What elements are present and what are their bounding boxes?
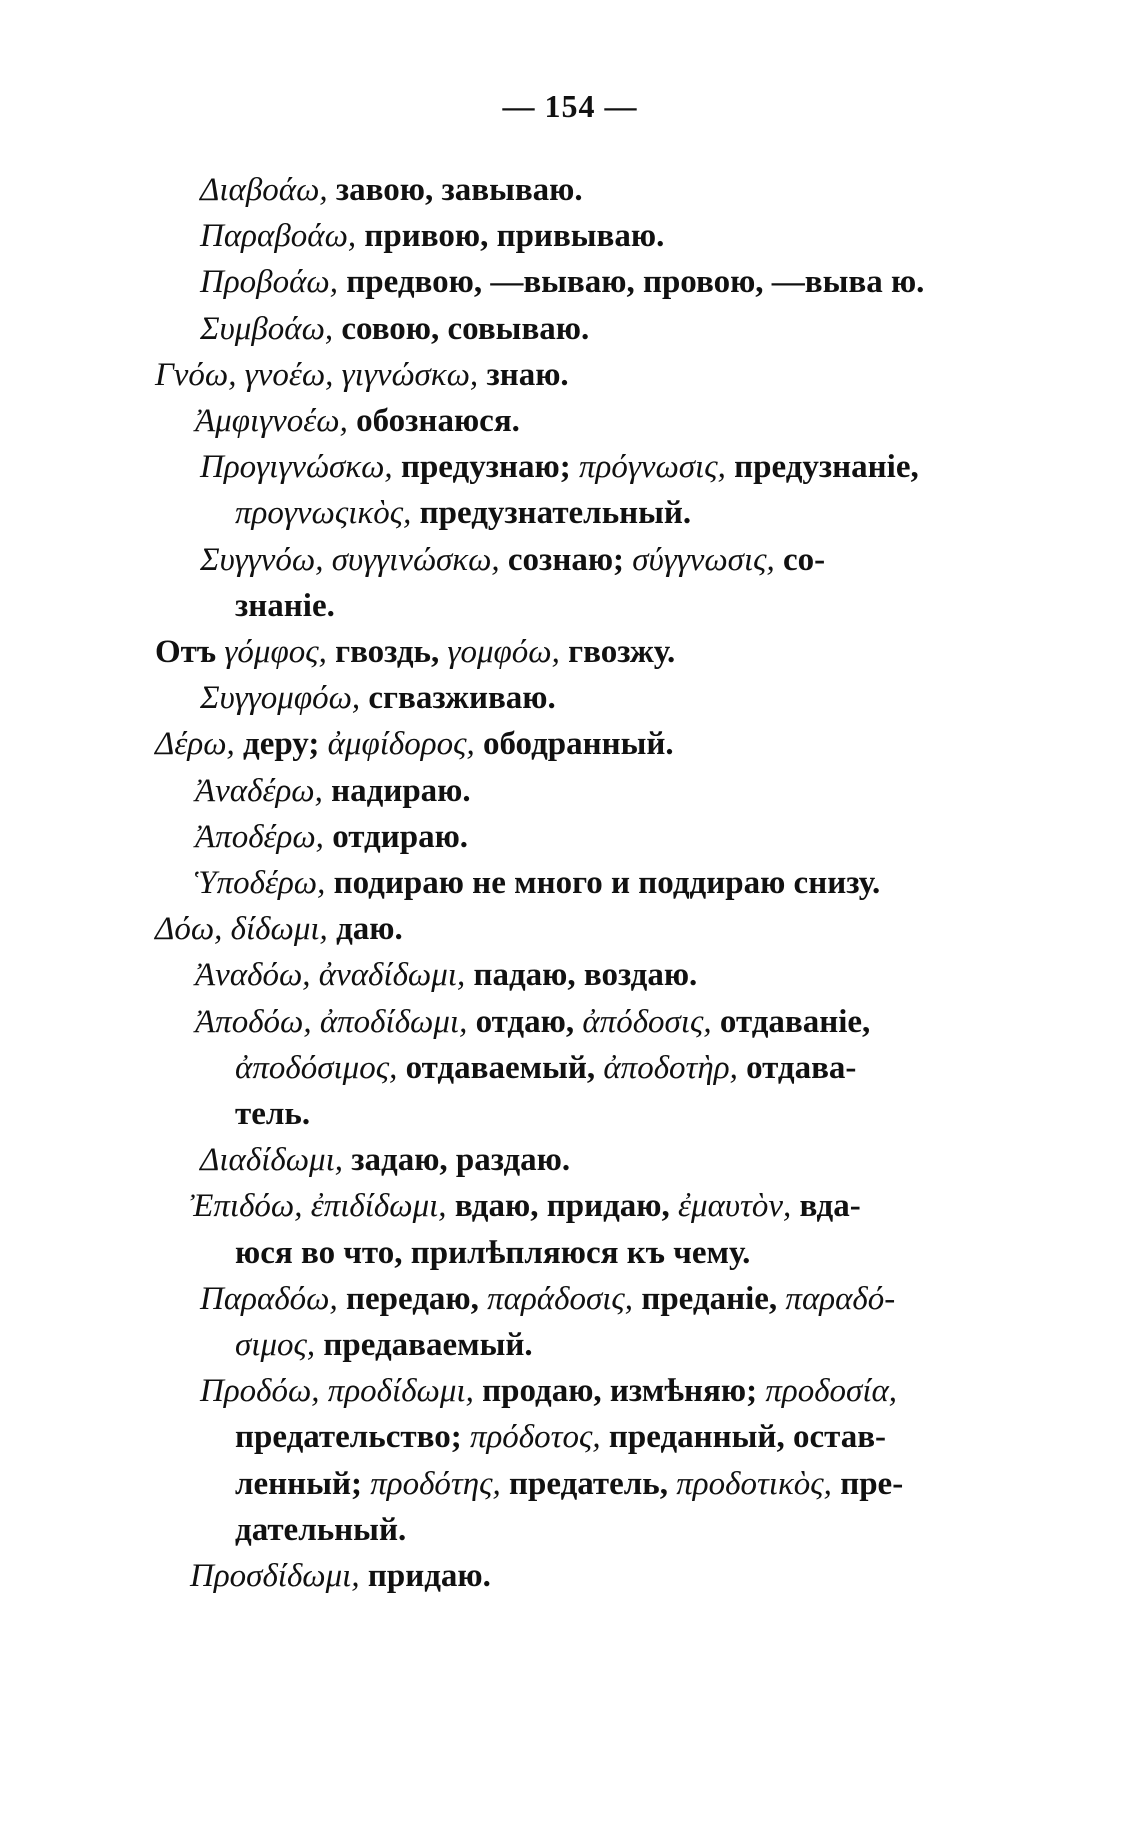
greek-term: προδοτικὸς, [676, 1465, 832, 1502]
greek-term: προδοσία, [765, 1373, 898, 1410]
russian-text: гвоздь, [326, 634, 448, 670]
text-line [200, 447, 919, 487]
russian-text: предатель, [500, 1465, 677, 1502]
text-line [190, 1556, 491, 1596]
russian-text: тель. [235, 1096, 311, 1132]
text-line [235, 1233, 750, 1273]
russian-text: Отъ [155, 634, 225, 670]
greek-term: προδότης, [370, 1465, 501, 1502]
russian-text: дательный. [235, 1511, 407, 1548]
greek-term: Ἀναδόω, ἀναδίδωμι, [195, 957, 466, 994]
greek-term: ἀμφίδορος, [327, 726, 475, 763]
text-line [235, 493, 691, 533]
greek-term: Συγγνόω, συγγινώσκω, [200, 541, 500, 578]
russian-text: гвозжу. [559, 634, 676, 670]
greek-term: Συμβοάω, [200, 310, 334, 347]
text-line [195, 817, 468, 857]
russian-text: знаніе. [235, 587, 335, 624]
greek-term: παραδό- [785, 1280, 896, 1317]
russian-text: падаю, воздаю. [465, 957, 698, 994]
greek-term: προγνωςικὸς, [235, 495, 412, 532]
greek-term: Ἀποδόω, ἀποδίδωμι, [195, 1003, 468, 1040]
text-line [200, 1371, 897, 1411]
greek-term: Παραδόω, [200, 1280, 338, 1317]
text-line [200, 678, 556, 718]
russian-text: юся во что, прилѣпляюся къ чему. [235, 1234, 751, 1271]
russian-text: преданіе, [633, 1280, 786, 1317]
greek-term: Διαδίδωμι, [200, 1142, 343, 1179]
greek-term: Δόω, δίδωμι, [155, 911, 328, 948]
greek-term: πρόδοτος, [469, 1419, 601, 1456]
text-line [200, 1279, 895, 1319]
russian-text: отдава- [737, 1049, 857, 1086]
text-line [235, 1510, 406, 1550]
russian-text: продаю, измѣняю; [473, 1373, 766, 1410]
greek-term: Διαβοάω, [200, 172, 328, 208]
russian-text: пре- [831, 1465, 904, 1502]
greek-term: ἀποδοτὴρ, [603, 1049, 738, 1086]
text-line [200, 309, 589, 349]
text-line [200, 1140, 570, 1180]
greek-term: Ἐπιδόω, ἐπιδίδωμι, [190, 1188, 447, 1225]
russian-text: вдаю, придаю, [446, 1188, 679, 1225]
russian-text: передаю, [337, 1280, 488, 1317]
greek-term: σιμος, [235, 1327, 316, 1363]
russian-text: привою, привываю. [356, 218, 665, 255]
greek-term: Ἀποδέρω, [195, 818, 324, 855]
russian-text: предвою, —вываю, провою, —выва ю. [337, 264, 925, 301]
greek-term: Προγιγνώσκω, [200, 449, 393, 486]
text-line [195, 1002, 870, 1042]
russian-text: вда- [791, 1188, 861, 1225]
text-line [235, 1094, 310, 1134]
text-line [200, 540, 825, 580]
greek-term: πρόγνωσις, [578, 449, 726, 486]
greek-term: Δέρω, [155, 726, 235, 763]
text-line [235, 1325, 533, 1365]
text-line [200, 170, 583, 210]
russian-text: преданный, остав- [600, 1419, 887, 1456]
russian-text: деру; [234, 726, 328, 763]
greek-term: Προσδίδωμι, [190, 1558, 360, 1594]
text-line [190, 1186, 861, 1226]
russian-text: со- [774, 541, 826, 578]
page-number: — 154 — [502, 88, 638, 124]
russian-text: даю. [327, 911, 403, 948]
text-line [155, 724, 674, 764]
russian-text: совою, совываю. [333, 310, 590, 347]
russian-text: предузнательный. [411, 495, 692, 532]
greek-term: ἐμαυτὸν, [678, 1188, 792, 1225]
greek-term: σύγγνωσις, [632, 541, 775, 578]
text-line [195, 771, 471, 811]
text-line [195, 401, 520, 441]
russian-text: завою, завываю. [327, 172, 583, 208]
text-line [235, 1048, 856, 1088]
text-line [155, 632, 675, 672]
greek-term: Γνόω, γνοέω, γιγνώσκω, [155, 356, 479, 393]
greek-term: Ἀμφιγνοέω, [195, 403, 348, 439]
russian-text: отдираю. [323, 818, 469, 855]
text-line [235, 1464, 903, 1504]
russian-text: предательство; [235, 1419, 470, 1456]
greek-term: Συγγομφόω, [200, 680, 361, 717]
russian-text: отдаваніе, [711, 1003, 871, 1040]
greek-term: Προδόω, προδίδωμι, [200, 1373, 474, 1410]
russian-text: сознаю; [499, 541, 633, 578]
text-line [235, 586, 335, 626]
text-line [155, 909, 403, 949]
russian-text: подираю не много и поддираю снизу. [325, 865, 881, 901]
text-line [235, 1417, 886, 1457]
text-line [200, 262, 924, 302]
russian-text: сгвазживаю. [360, 680, 556, 717]
greek-term: γομφόω, [447, 634, 560, 670]
greek-term: Παραβοάω, [200, 218, 357, 255]
greek-term: Ὑποδέρω, [195, 865, 326, 901]
greek-term: ἀποδόσιμος, [235, 1049, 398, 1086]
text-line [195, 863, 880, 903]
russian-text: предузнаніе, [725, 449, 919, 486]
russian-text: предузнаю; [392, 449, 579, 486]
russian-text: отдаваемый, [397, 1049, 604, 1086]
text-line [155, 355, 569, 395]
text-line [200, 216, 664, 256]
russian-text: ободранный. [474, 726, 674, 763]
russian-text: отдаю, [467, 1003, 583, 1040]
russian-text: придаю. [359, 1558, 491, 1594]
greek-term: γόμφος, [224, 634, 327, 670]
russian-text: знаю. [478, 356, 569, 393]
greek-term: Προβοάω, [200, 264, 338, 301]
russian-text: ленный; [235, 1465, 371, 1502]
russian-text: предаваемый. [315, 1327, 533, 1363]
greek-term: ἀπόδοσις, [582, 1003, 712, 1040]
russian-text: задаю, раздаю. [343, 1142, 571, 1179]
greek-term: παράδοσις, [487, 1280, 634, 1317]
greek-term: Ἀναδέρω, [195, 772, 323, 809]
russian-text: надираю. [322, 772, 471, 809]
russian-text: обознаюся. [347, 403, 520, 439]
text-line [195, 955, 697, 995]
